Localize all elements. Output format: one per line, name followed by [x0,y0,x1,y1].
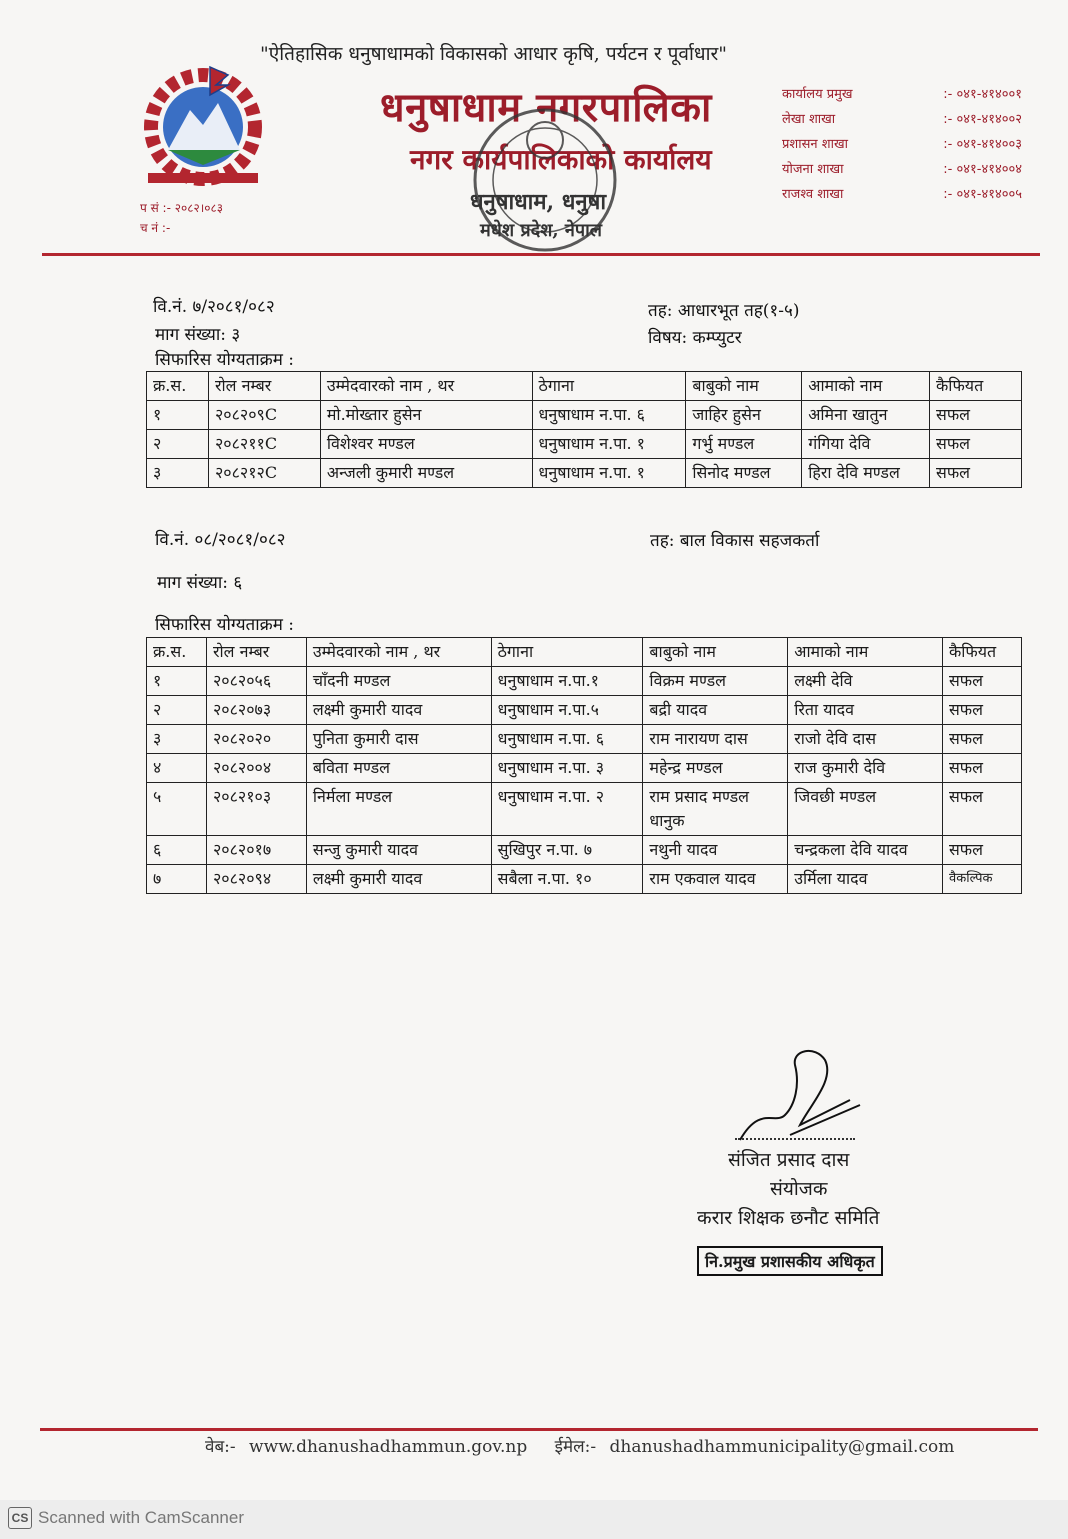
table-cell: सफल [942,725,1021,754]
dispatch-number: च नं :- [140,221,171,235]
column-header: कैफियत [942,638,1021,667]
table-header-row [147,638,1022,667]
table-cell: ३ [147,725,207,754]
table-cell: राम प्रसाद मण्डल धानुक [643,783,788,836]
table-cell: हिरा देवि मण्डल [802,459,930,488]
table-cell: २०८२०५६ [206,667,306,696]
camscanner-text: Scanned with CamScanner [38,1508,245,1527]
table-cell: सफल [942,696,1021,725]
demand-count-1: माग संख्या: ३ [155,325,241,345]
table-cell: मो.मोख्तार हुसेन [320,401,532,430]
notice-number-1: वि.नं. ७/२०८१/०८२ [153,297,275,317]
table-cell: २०८२१०३ [206,783,306,836]
table-cell: २०८२०९४ [206,865,306,894]
table-row [147,696,1022,725]
table-cell: २०८२०७३ [206,696,306,725]
subject-1: विषय: कम्प्युटर [648,328,742,348]
contact-row [782,134,1022,159]
table-cell: २०८२०९C [208,401,320,430]
column-header: आमाको नाम [788,638,943,667]
column-header: रोल नम्बर [208,372,320,401]
recommendation-table-2 [146,637,1022,894]
table-cell: सफल [942,754,1021,783]
column-header: क्र.स. [147,638,207,667]
table-cell: धनुषाधाम न.पा.५ [491,696,643,725]
contact-number: :- ०४१-४१४००२ [943,112,1022,127]
footer [205,1434,962,1457]
table-cell: बविता मण्डल [306,754,491,783]
table-cell: राम एकवाल यादव [643,865,788,894]
header-divider [42,253,1040,256]
table-cell: जाहिर हुसेन [686,401,802,430]
table-cell: धनुषाधाम न.पा. १ [532,459,686,488]
table-row [147,430,1022,459]
scanner-watermark-bar [0,1500,1068,1539]
table-cell: धनुषाधाम न.पा. ३ [491,754,643,783]
table-row [147,783,1022,836]
contact-number: :- ०४१-४१४००३ [943,137,1022,152]
column-header: ठेगाना [491,638,643,667]
table-cell: विक्रम मण्डल [643,667,788,696]
table-cell: ४ [147,754,207,783]
ref-number: प सं :- २०८२।०८३ [140,201,223,215]
table-cell: चाँदनी मण्डल [306,667,491,696]
column-header: कैफियत [930,372,1022,401]
notice-number-2: वि.नं. ०८/२०८१/०८२ [155,530,286,550]
table-cell: ७ [147,865,207,894]
table-cell: ३ [147,459,209,488]
contact-label: प्रशासन शाखा [782,137,848,152]
table-cell: निर्मला मण्डल [306,783,491,836]
column-header: उम्मेदवारको नाम , थर [320,372,532,401]
table-cell: १ [147,667,207,696]
designation-stamp: नि.प्रमुख प्रशासकीय अधिकृत [697,1246,883,1276]
table-cell: वैकल्पिक [942,865,1021,894]
demand-count-2: माग संख्या: ६ [157,573,243,593]
table-cell: धनुषाधाम न.पा. ६ [532,401,686,430]
table-cell: सफल [930,430,1022,459]
table-cell: सफल [942,667,1021,696]
contact-row [782,184,1022,209]
table-cell: सफल [942,836,1021,865]
table-row [147,667,1022,696]
table-cell: २०८२१२C [208,459,320,488]
table-cell: गंगिया देवि [802,430,930,459]
office-seal-stamp [470,100,620,260]
nepal-emblem-icon [128,55,278,195]
table-cell: २०८२०२० [206,725,306,754]
table-cell: सफल [930,459,1022,488]
table-cell: धनुषाधाम न.पा.१ [491,667,643,696]
table-cell: सन्जु कुमारी यादव [306,836,491,865]
table-cell: अन्जली कुमारी मण्डल [320,459,532,488]
table-cell: विशेश्वर मण्डल [320,430,532,459]
table-cell: धनुषाधाम न.पा. ६ [491,725,643,754]
order-label-1: सिफारिस योग्यताक्रम : [155,350,295,370]
footer-divider [40,1428,1038,1431]
contact-row [782,109,1022,134]
table-row [147,865,1022,894]
reference-block [140,198,223,238]
level-2: तह: बाल विकास सहजकर्ता [650,531,820,551]
table-cell: सफल [930,401,1022,430]
contact-list [782,84,1022,209]
contact-label: कार्यालय प्रमुख [782,87,853,102]
office-title: नगर कार्यपालिकाको कार्यालय [410,143,712,176]
office-place: धनुषाधाम, धनुषा [470,189,607,215]
table-cell: राम नारायण दास [643,725,788,754]
column-header: आमाको नाम [802,372,930,401]
table-cell: राजो देवि दास [788,725,943,754]
table-row [147,459,1022,488]
contact-number: :- ०४१-४१४००१ [943,87,1022,102]
column-header: क्र.स. [147,372,209,401]
camscanner-logo-icon: CS [8,1507,32,1529]
contact-label: योजना शाखा [782,162,844,177]
committee-name: करार शिक्षक छनौट समिति [697,1207,880,1229]
website-link[interactable]: www.dhanushadhammun.gov.np [249,1437,528,1457]
table-cell: लक्ष्मी कुमारी यादव [306,696,491,725]
municipality-title: धनुषाधाम नगरपालिका [380,84,712,131]
contact-label: राजश्व शाखा [782,187,844,202]
column-header: ठेगाना [532,372,686,401]
table-cell: सबैला न.पा. १० [491,865,643,894]
table-row [147,836,1022,865]
column-header: उम्मेदवारको नाम , थर [306,638,491,667]
table-row [147,401,1022,430]
table-cell: सिनोद मण्डल [686,459,802,488]
table-cell: उर्मिला यादव [788,865,943,894]
table-cell: ५ [147,783,207,836]
column-header: बाबुको नाम [643,638,788,667]
table-cell: १ [147,401,209,430]
table-cell: धनुषाधाम न.पा. २ [491,783,643,836]
contact-label: लेखा शाखा [782,112,836,127]
table-cell: चन्द्रकला देवि यादव [788,836,943,865]
signature-line [735,1138,855,1140]
table-row [147,725,1022,754]
contact-row [782,84,1022,109]
order-label-2: सिफारिस योग्यताक्रम : [155,615,295,635]
recommendation-table-1 [146,371,1022,488]
slogan: "ऐतिहासिक धनुषाधामको विकासको आधार कृषि, पर्यटन र पूर्वाधार" [260,43,728,65]
table-cell: सफल [942,783,1021,836]
signatory-name: संजित प्रसाद दास [728,1149,850,1171]
email-label: ईमेल:- [554,1437,597,1457]
table-header-row [147,372,1022,401]
web-label: वेब:- [205,1437,236,1457]
table-cell: सुखिपुर न.पा. ७ [491,836,643,865]
table-cell: जिवछी मण्डल [788,783,943,836]
table-cell: २ [147,696,207,725]
column-header: रोल नम्बर [206,638,306,667]
table-cell: नथुनी यादव [643,836,788,865]
table-cell: २ [147,430,209,459]
office-province: मधेश प्रदेश, नेपाल [480,220,602,241]
contact-row [782,159,1022,184]
table-cell: बद्री यादव [643,696,788,725]
table-cell: रिता यादव [788,696,943,725]
table-cell: २०८२११C [208,430,320,459]
table-cell: धनुषाधाम न.पा. १ [532,430,686,459]
contact-number: :- ०४१-४१४००४ [943,162,1022,177]
table-cell: पुनिता कुमारी दास [306,725,491,754]
table-cell: लक्ष्मी कुमारी यादव [306,865,491,894]
table-row [147,754,1022,783]
column-header: बाबुको नाम [686,372,802,401]
signatory-role: संयोजक [770,1178,828,1200]
table-cell: अमिना खातुन [802,401,930,430]
table-cell: महेन्द्र मण्डल [643,754,788,783]
table-cell: २०८२०१७ [206,836,306,865]
contact-number: :- ०४१-४१४००५ [943,187,1022,202]
table-cell: गर्भु मण्डल [686,430,802,459]
table-cell: ६ [147,836,207,865]
level-1: तह: आधारभूत तह(१-५) [648,301,800,321]
table-cell: २०८२००४ [206,754,306,783]
table-cell: राज कुमारी देवि [788,754,943,783]
table-cell: लक्ष्मी देवि [788,667,943,696]
email-link[interactable]: dhanushadhammunicipality@gmail.com [609,1437,955,1457]
